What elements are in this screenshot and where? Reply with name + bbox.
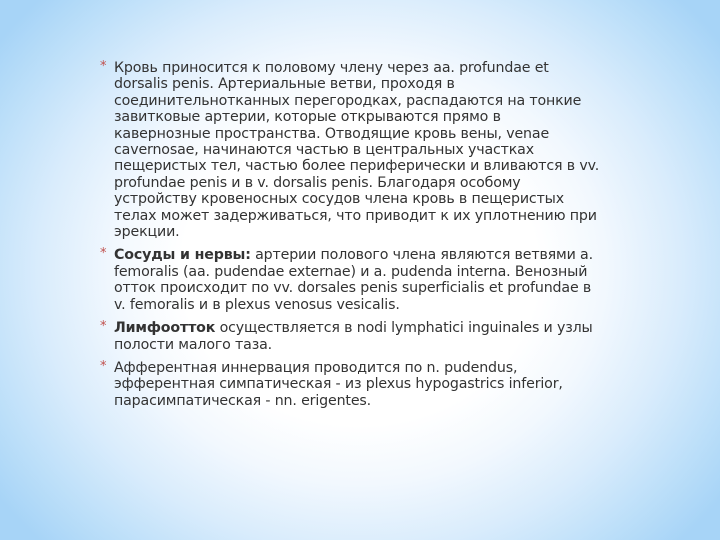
bullet-text: артерии полового члена являются ветвями a. femoralis (aa. pudendae externae) и a. pudenda interna. Венозный отток происходит по vv. dorsales penis superficialis et profundae в v. femoralis и в plexus venosus vesicalis. — [114, 247, 593, 313]
asterisk-bullet-icon: * — [100, 59, 107, 74]
bullet-lymph-drainage — [100, 320, 600, 353]
asterisk-bullet-icon: * — [100, 246, 107, 262]
bullet-innervation — [100, 360, 600, 409]
asterisk-bullet-icon: * — [100, 358, 107, 374]
bullet-vessels-nerves — [100, 247, 600, 313]
bullet-bold-lead: Сосуды и нервы: — [114, 247, 251, 264]
bullet-bold-lead: Лимфоотток — [114, 320, 216, 337]
bullet-text: осуществляется в nodi lymphatici inguinales и узлы полости малого таза. — [114, 320, 593, 353]
asterisk-bullet-icon: * — [100, 319, 107, 335]
bullet-blood-supply — [100, 60, 600, 240]
bullet-text: Кровь приносится к половому члену через aa. profundae et dorsalis penis. Артериальные ветви, проходя в соединительнотканных перегородках, распадаются на тонкие завитковые артерии, которые открываются прямо в кавернозные пространства. Отводящие кровь вены, venae cavernosae, начинаются частью в центральных участках пещеристых тел, частью более периферически и вливаются в vv. profundae penis и в v. dorsalis penis. Благодаря особому устройству кровеносных сосудов члена кровь в пещеристых телах может задерживаться, что приводит к их уплотнению при эрекции. — [114, 60, 600, 241]
bullet-text: Афферентная иннервация проводится по n. pudendus, эфферентная симпатическая - из plexus hypogastrics inferior, парасимпатическая - nn. erigentes. — [114, 359, 563, 409]
slide-body — [100, 60, 600, 416]
